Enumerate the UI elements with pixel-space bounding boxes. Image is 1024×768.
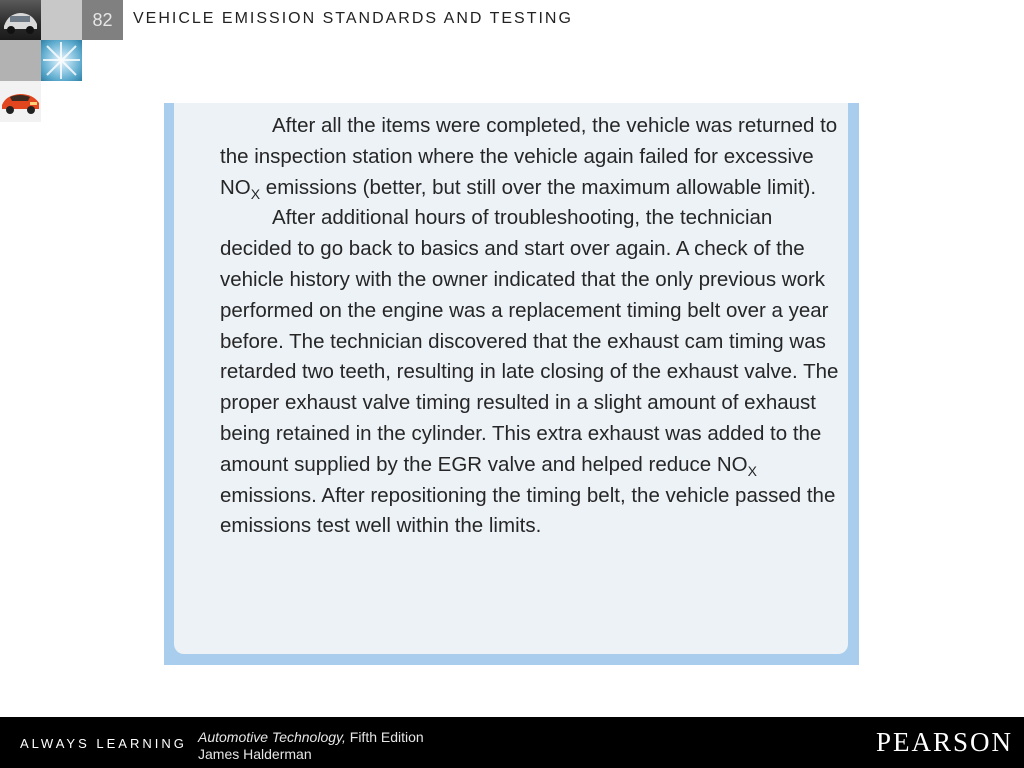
footer-tagline: ALWAYS LEARNING	[20, 736, 187, 751]
gray-thumbnail	[0, 40, 41, 81]
paragraph-2-subscript: X	[747, 462, 757, 479]
book-edition: Fifth Edition	[345, 729, 424, 745]
book-title-line	[198, 729, 424, 745]
content-panel	[164, 103, 859, 665]
gray-thumbnail	[41, 0, 82, 40]
body-text	[220, 111, 840, 542]
publisher-logo: PEARSON	[876, 727, 1014, 757]
paragraph-1-text-b: emissions (better, but still over the maximum allowable limit).	[260, 175, 817, 199]
content-panel-inner	[174, 103, 848, 654]
car-thumbnail	[0, 0, 41, 40]
paragraph-2	[220, 203, 840, 542]
blue-starburst-thumbnail	[41, 40, 82, 81]
paragraph-1-subscript: X	[250, 185, 261, 202]
paragraph-2-text-a: After additional hours of troubleshooting, the technician decided to go back to basics and start over again. A check of the vehicle history with the owner indicated that the only previous work performed on the engine was a replacement timing belt over a year before. The technician discovered that the exhaust cam timing was retarded two teeth, resulting in late closing of the exhaust valve. The proper exhaust valve timing resulted in a slight amount of exhaust being retained in the cylinder. This extra exhaust was added to the amount supplied by the EGR valve and helped reduce NO	[220, 206, 839, 476]
book-title: Automotive Technology,	[198, 729, 346, 745]
paragraph-1-text-a: After all the items were completed, the vehicle was returned to the inspection station where the vehicle again failed for excessive NO	[220, 114, 838, 199]
paragraph-2-text-b: emissions. After repositioning the timing belt, the vehicle passed the emissions test well within the limits.	[220, 483, 836, 538]
paragraph-1	[220, 111, 840, 203]
footer-bar	[0, 717, 1024, 768]
book-author: James Halderman	[198, 746, 312, 762]
slide-number: 82	[82, 0, 123, 40]
chapter-title: VEHICLE EMISSION STANDARDS AND TESTING	[133, 10, 573, 27]
red-car-thumbnail	[0, 81, 41, 122]
